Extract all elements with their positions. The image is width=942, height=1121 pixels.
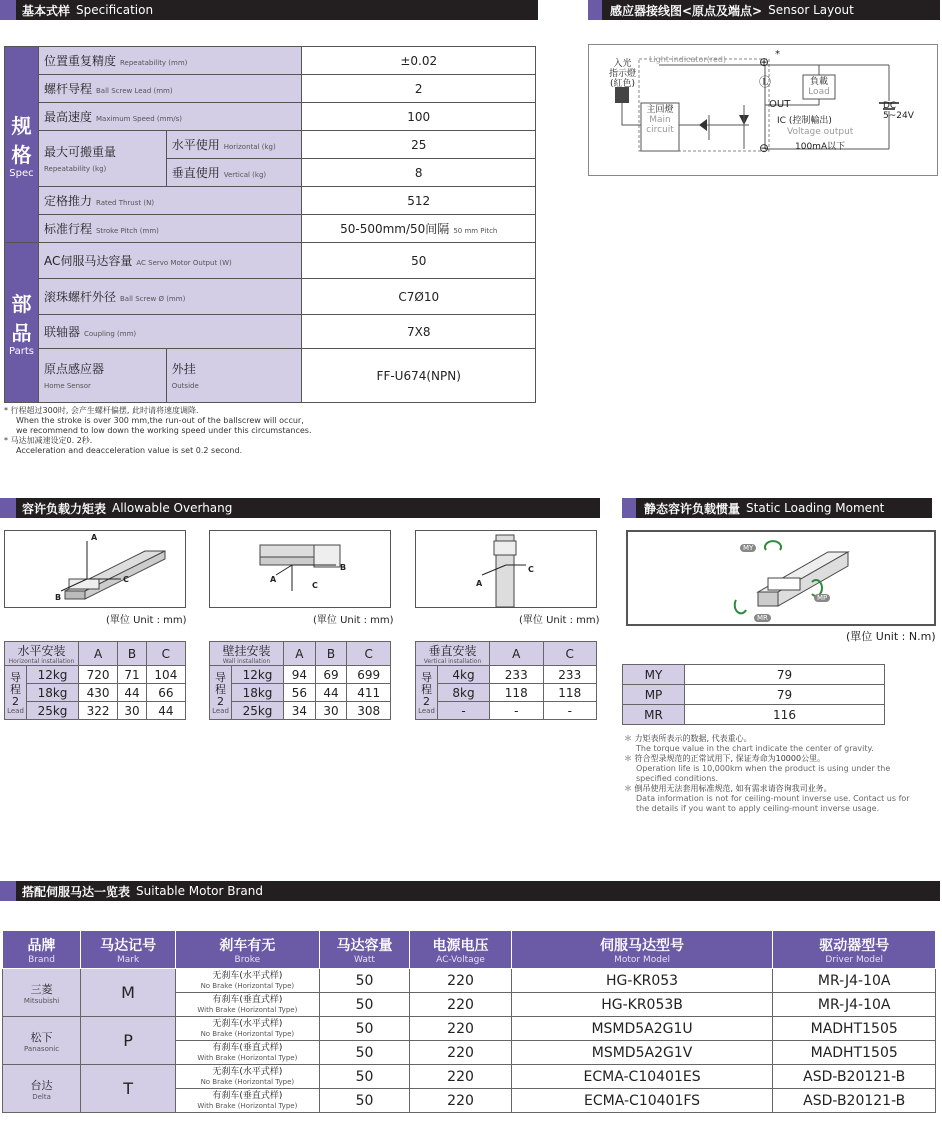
voltage-output-label: Voltage output — [787, 127, 854, 137]
col-header: 电源电压 AC-Voltage — [410, 931, 511, 969]
static-header: 静态容许负载惯量 Static Loading Moment — [622, 498, 932, 518]
spec-value: FF-U674(NPN) — [302, 349, 536, 403]
overhang-unit: (單位 Unit : mm) — [519, 615, 600, 626]
brand-cell: 三菱 Mitsubishi — [3, 969, 81, 1017]
static-moment-diagram — [626, 530, 936, 626]
l-terminal-icon: Ⓛ — [759, 75, 772, 89]
static-notes: ＊ 力矩表所表示的数据, 代表重心。 The torque value in the chart indicate the center of gravity. ＊ 符合型录规范的正常试用下, 保证寿命为10000公里。 Operation life is 10,000km when the product is using under the specified conditions. ＊ 倒吊使用无法套用标准规范, 如有需求请咨询我司业务。 Data information is not for ceiling-mount inverse use. Contact us for the details if you want to apply ceiling-mount inverse usage. — [624, 734, 910, 813]
wall-overhang-table — [209, 641, 391, 720]
col-header: 马达容量 Watt — [319, 931, 410, 969]
table-cell: 308 — [347, 702, 391, 720]
brand-cell: 台达 Delta — [3, 1065, 81, 1113]
motor-brand-table — [2, 930, 936, 1113]
current-label: 100mA以下 — [795, 142, 846, 152]
mark-cell: P — [81, 1017, 176, 1065]
col-header: 马达记号 Mark — [81, 931, 176, 969]
mark-cell: M — [81, 969, 176, 1017]
table-cell: 18kg — [27, 684, 79, 702]
spec-label: 联轴器 Coupling (mm) — [38, 315, 302, 349]
spec-value: 2 — [302, 75, 536, 103]
table-cell: 220 — [410, 1017, 511, 1041]
mr-label: MR — [754, 614, 771, 622]
col-header: A — [490, 642, 544, 666]
table-cell: - — [438, 702, 490, 720]
table-cell: 30 — [118, 702, 147, 720]
moment-key: MR — [623, 705, 685, 725]
table-cell: ASD-B20121-B — [773, 1089, 936, 1113]
mark-cell: T — [81, 1065, 176, 1113]
col-header: C — [146, 642, 185, 666]
table-cell: MADHT1505 — [773, 1017, 936, 1041]
col-header: A — [79, 642, 118, 666]
table-cell: 44 — [146, 702, 185, 720]
spec-header: 基本式样 Specification — [0, 0, 538, 20]
spec-value: 7X8 — [302, 315, 536, 349]
horizontal-overhang-table — [4, 641, 186, 720]
spec-label: 定格推力 Rated Thrust (N) — [38, 187, 302, 215]
table-cell: 118 — [490, 684, 544, 702]
table-cell: 4kg — [438, 666, 490, 684]
brake-cell: 无刹车(水平式样) No Brake (Horizontal Type) — [176, 1017, 320, 1041]
spec-notes: * 行程超过300时, 会产生螺杆偏摆, 此时请将速度调降. When the stroke is over 300 mm,the run-out of the ballscrew will occur, we recommend to low down the working speed under this circumstances. * 马达加减速设定0. 2秒. Acceleration and deacceleration value is set 0.2 second. — [4, 406, 312, 455]
load-label: 負載 Load — [808, 77, 830, 97]
spec-label-outside: 外挂 Outside — [166, 349, 302, 403]
table-title: 壁挂安装 Wall installation — [210, 642, 284, 666]
table-cell: 50 — [319, 993, 410, 1017]
spec-label-sensor: 原点感应器 Home Sensor — [38, 349, 166, 403]
dc-label: DC 5~24V — [883, 101, 914, 121]
table-cell: 8kg — [438, 684, 490, 702]
plus-star: * — [775, 49, 780, 60]
col-header: C — [347, 642, 391, 666]
table-cell: 66 — [146, 684, 185, 702]
col-header: A — [284, 642, 316, 666]
brake-cell: 有刹车(垂直式样) With Brake (Horizontal Type) — [176, 1089, 320, 1113]
axis-b-label: B — [55, 593, 62, 602]
table-cell: 233 — [490, 666, 544, 684]
table-cell: 220 — [410, 1089, 511, 1113]
spec-value: C7Ø10 — [302, 279, 536, 315]
lead-label: 导 程 2 Lead — [416, 666, 438, 720]
spec-table — [4, 46, 536, 403]
table-cell: 50 — [319, 1017, 410, 1041]
moment-key: MY — [623, 665, 685, 685]
table-cell: 44 — [118, 684, 147, 702]
vertical-overhang-diagram — [415, 530, 597, 608]
table-cell: 104 — [146, 666, 185, 684]
table-cell: ECMA-C10401ES — [511, 1065, 773, 1089]
axis-a-label: A — [476, 579, 483, 588]
table-cell: 220 — [410, 1065, 511, 1089]
axis-b-label: B — [340, 563, 347, 572]
spec-label-load: 最大可搬重量 Repeatability (kg) — [38, 131, 166, 187]
parts-side-label: 部 品 Parts — [5, 243, 39, 403]
overhang-unit: (單位 Unit : mm) — [106, 615, 187, 626]
moment-key: MP — [623, 685, 685, 705]
moment-value: 79 — [685, 685, 885, 705]
table-cell: 220 — [410, 993, 511, 1017]
table-cell: 34 — [284, 702, 316, 720]
col-header: 刹车有无 Broke — [176, 931, 320, 969]
static-unit: (單位 Unit : N.m) — [846, 630, 936, 643]
main-circuit-label: 主回燈 Main circuit — [646, 105, 674, 135]
spec-label-vertical: 垂直使用 Vertical (kg) — [166, 159, 302, 187]
in-light-label: 入光 指示燈 (紅色) — [609, 59, 637, 89]
spec-label: 滚珠螺杆外径 Ball Screw Ø (mm) — [38, 279, 302, 315]
mp-label: MP — [814, 594, 830, 602]
table-cell: MR-J4-10A — [773, 969, 936, 993]
horizontal-overhang-diagram — [4, 530, 186, 608]
table-cell: 25kg — [232, 702, 284, 720]
table-cell: 430 — [79, 684, 118, 702]
spec-value: 8 — [302, 159, 536, 187]
col-header: 品牌 Brand — [3, 931, 81, 969]
table-cell: - — [490, 702, 544, 720]
table-cell: 720 — [79, 666, 118, 684]
axis-a-label: A — [270, 575, 277, 584]
table-cell: 411 — [347, 684, 391, 702]
table-cell: 44 — [315, 684, 347, 702]
table-cell: 50 — [319, 1065, 410, 1089]
table-cell: 69 — [315, 666, 347, 684]
sensor-header: 感应器接线图<原点及端点> Sensor Layout — [588, 0, 940, 20]
table-cell: MSMD5A2G1V — [511, 1041, 773, 1065]
spec-label-horizontal: 水平使用 Horizontal (kg) — [166, 131, 302, 159]
col-header: B — [118, 642, 147, 666]
moment-value: 79 — [685, 665, 885, 685]
overhang-header: 容许负载力矩表 Allowable Overhang — [0, 498, 600, 518]
table-cell: - — [543, 702, 597, 720]
table-cell: MADHT1505 — [773, 1041, 936, 1065]
col-header: 伺服马达型号 Motor Model — [511, 931, 773, 969]
lead-label: 导 程 2 Lead — [210, 666, 232, 720]
axis-c-label: C — [312, 581, 318, 590]
table-cell: 50 — [319, 1089, 410, 1113]
axis-a-label: A — [91, 533, 98, 542]
table-cell: 220 — [410, 1041, 511, 1065]
spec-label: AC伺服马达容量 AC Servo Motor Output (W) — [38, 243, 302, 279]
col-header: 驱动器型号 Driver Model — [773, 931, 936, 969]
col-header: C — [543, 642, 597, 666]
ic-label: IC (控制輸出) — [777, 116, 832, 126]
moment-value: 116 — [685, 705, 885, 725]
spec-label: 标准行程 Stroke Pitch (mm) — [38, 215, 302, 243]
table-cell: 699 — [347, 666, 391, 684]
spec-value: ±0.02 — [302, 47, 536, 75]
table-title: 垂直安装 Vertical installation — [416, 642, 490, 666]
static-moment-table — [622, 664, 885, 725]
table-cell: 25kg — [27, 702, 79, 720]
vertical-overhang-table — [415, 641, 597, 720]
axis-c-label: C — [528, 565, 534, 574]
table-cell: 50 — [319, 969, 410, 993]
brake-cell: 有刹车(垂直式样) With Brake (Horizontal Type) — [176, 1041, 320, 1065]
table-cell: HG-KR053B — [511, 993, 773, 1017]
light-indicator-label: Light indicator(red) — [649, 55, 727, 64]
spec-value: 50 — [302, 243, 536, 279]
my-label: MY — [740, 544, 756, 552]
plus-terminal-icon: ⊕ — [759, 55, 770, 69]
brake-cell: 有刹车(垂直式样) With Brake (Horizontal Type) — [176, 993, 320, 1017]
motor-header: 搭配伺服马达一览表 Suitable Motor Brand — [0, 881, 940, 901]
table-cell: MR-J4-10A — [773, 993, 936, 1017]
col-header: B — [315, 642, 347, 666]
table-cell: ECMA-C10401FS — [511, 1089, 773, 1113]
table-cell: 30 — [315, 702, 347, 720]
spec-value: 25 — [302, 131, 536, 159]
table-cell: 94 — [284, 666, 316, 684]
spec-label: 最高速度 Maximum Speed (mm/s) — [38, 103, 302, 131]
table-cell: 233 — [543, 666, 597, 684]
spec-value: 512 — [302, 187, 536, 215]
spec-label: 位置重复精度 Repeatability (mm) — [38, 47, 302, 75]
wall-overhang-diagram — [209, 530, 391, 608]
table-cell: 12kg — [27, 666, 79, 684]
lead-label: 导 程 2 Lead — [5, 666, 27, 720]
table-cell: 18kg — [232, 684, 284, 702]
axis-c-label: C — [123, 575, 129, 584]
table-cell: 118 — [543, 684, 597, 702]
minus-terminal-icon: ⊖ — [759, 141, 770, 155]
spec-side-label: 规 格 Spec — [5, 47, 39, 243]
table-cell: MSMD5A2G1U — [511, 1017, 773, 1041]
table-cell: HG-KR053 — [511, 969, 773, 993]
table-cell: 12kg — [232, 666, 284, 684]
brand-cell: 松下 Panasonic — [3, 1017, 81, 1065]
sensor-diagram — [588, 44, 938, 176]
table-title: 水平安装 Horizontal installation — [5, 642, 79, 666]
table-cell: 220 — [410, 969, 511, 993]
spec-value: 50-500mm/50间隔 50 mm Pitch — [302, 215, 536, 243]
table-cell: 322 — [79, 702, 118, 720]
out-label: OUT — [769, 99, 791, 110]
table-cell: ASD-B20121-B — [773, 1065, 936, 1089]
brake-cell: 无刹车(水平式样) No Brake (Horizontal Type) — [176, 969, 320, 993]
table-cell: 50 — [319, 1041, 410, 1065]
spec-label: 螺杆导程 Ball Screw Lead (mm) — [38, 75, 302, 103]
spec-value: 100 — [302, 103, 536, 131]
brake-cell: 无刹车(水平式样) No Brake (Horizontal Type) — [176, 1065, 320, 1089]
table-cell: 71 — [118, 666, 147, 684]
overhang-unit: (單位 Unit : mm) — [313, 615, 394, 626]
table-cell: 56 — [284, 684, 316, 702]
